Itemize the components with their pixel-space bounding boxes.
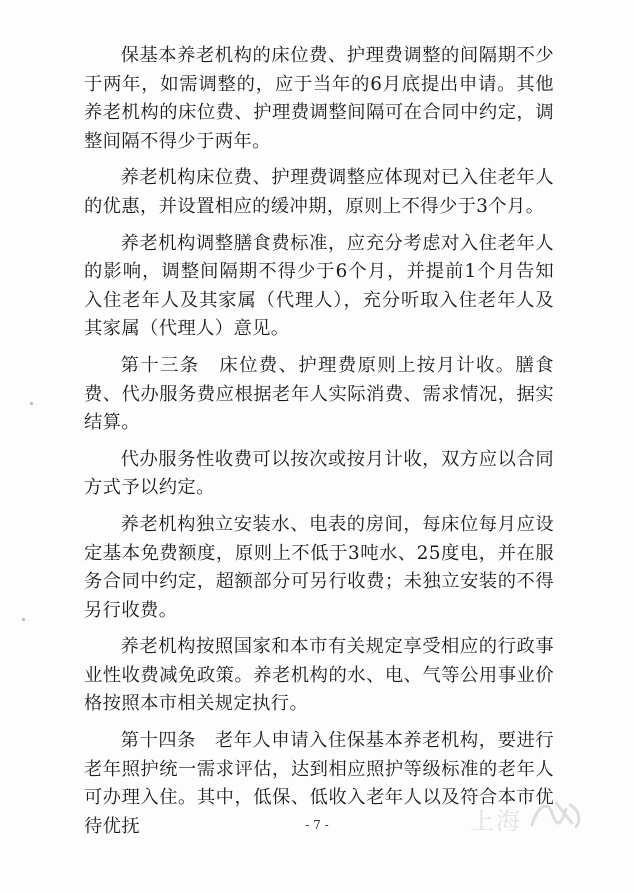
paragraph-article-13: 第十三条 床位费、护理费原则上按月计收。膳食费、代办服务费应根据老年人实际消费、需求情况，据实结算。 xyxy=(84,354,554,434)
document-body xyxy=(84,42,554,849)
paragraph-6: 养老机构独立安装水、电表的房间，每床位每月应设定基本免费额度，原则上不低于3吨水、25度电，并在服务合同中约定，超额部分可另行收费；未独立安装的不得另行收费。 xyxy=(84,513,554,621)
paragraph-article-14: 第十四条 老年人申请入住保基本养老机构，要进行老年照护统一需求评估，达到相应照护等级标准的老年人可办理入住。其中，低保、低收入老年人以及符合本市优待优抚 xyxy=(84,730,554,837)
paragraph-7: 养老机构按照国家和本市有关规定享受相应的行政事业性收费减免政策。养老机构的水、电、气等公用事业价格按照本市相关规定执行。 xyxy=(84,636,554,715)
paragraph-3: 养老机构调整膳食费标准，应充分考虑对入住老年人的影响，调整间隔期不得少于6个月，并提前1个月告知入住老年人及其家属（代理人），充分听取入住老年人及其家属（代理人）意见。 xyxy=(84,232,554,340)
watermark-script-icon xyxy=(526,795,590,835)
scan-speck xyxy=(22,618,25,621)
paragraph-5: 代办服务性收费可以按次或按月计收，双方应以合同方式予以约定。 xyxy=(84,448,554,499)
watermark-text: 上海 xyxy=(470,807,522,835)
paragraph-2: 养老机构床位费、护理费调整应体现对已入住老年人的优惠，并设置相应的缓冲期，原则上不得少于3个月。 xyxy=(84,167,554,217)
page-number: - 7 - xyxy=(305,818,329,832)
watermark-logo xyxy=(470,795,590,835)
scan-speck xyxy=(30,402,33,405)
paragraph-1: 保基本养老机构的床位费、护理费调整的间隔期不少于两年，如需调整的，应于当年的6月底提出申请。其他养老机构的床位费、护理费调整间隔可在合同中约定，调整间隔不得少于两年。 xyxy=(84,45,554,152)
